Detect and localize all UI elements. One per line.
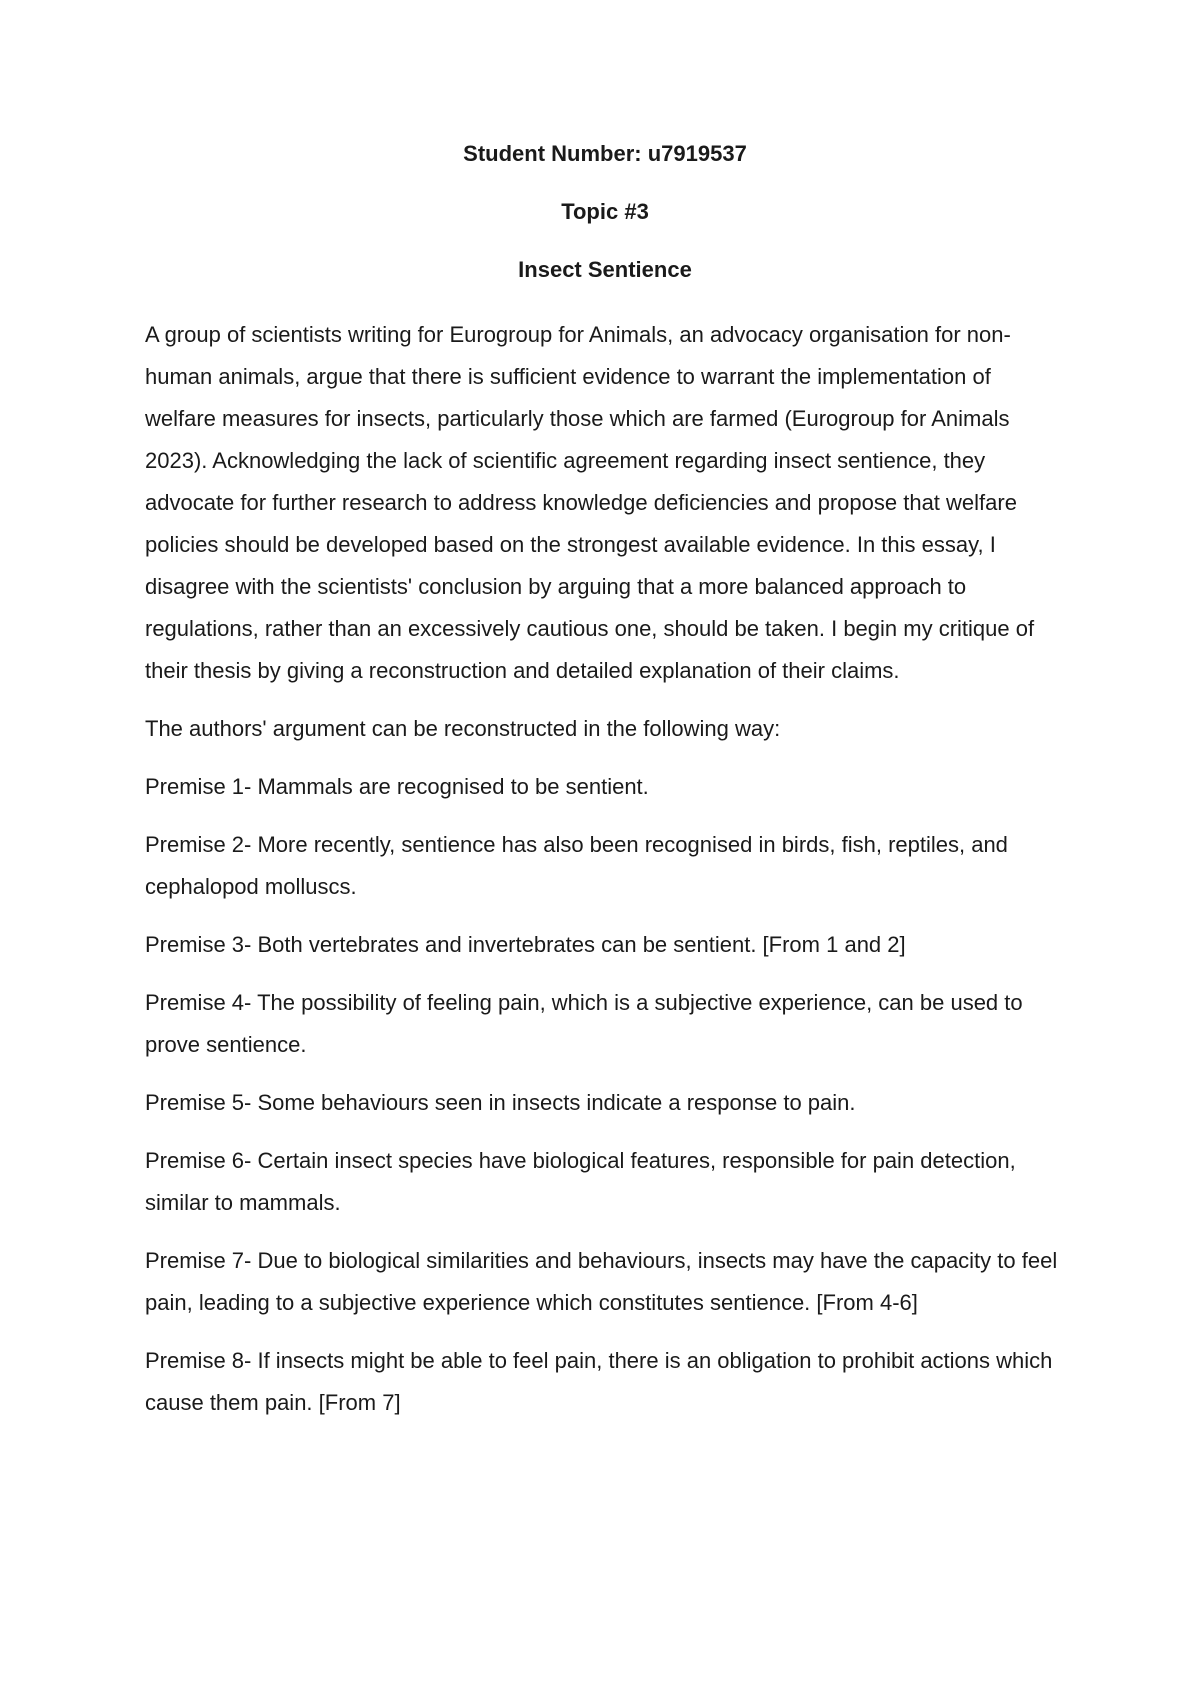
premise-2: Premise 2- More recently, sentience has also been recognised in birds, fish, reptiles, and cephalopod molluscs. bbox=[145, 832, 1008, 899]
premise-1: Premise 1- Mammals are recognised to be sentient. bbox=[145, 774, 649, 799]
premise-6: Premise 6- Certain insect species have biological features, responsible for pain detection, similar to mammals. bbox=[145, 1148, 1016, 1215]
student-number-heading: Student Number: u7919537 bbox=[463, 141, 747, 166]
topic-heading: Topic #3 bbox=[561, 199, 649, 224]
reconstruction-intro: The authors' argument can be reconstructed in the following way: bbox=[145, 716, 781, 741]
premise-4: Premise 4- The possibility of feeling pain, which is a subjective experience, can be used to prove sentience. bbox=[145, 990, 1023, 1057]
intro-paragraph: A group of scientists writing for Eurogroup for Animals, an advocacy organisation for non-human animals, argue that there is sufficient evidence to warrant the implementation of welfare measures for insects, particularly those which are farmed (Eurogroup for Animals 2023). Acknowledging the lack of scientific agreement regarding insect sentience, they advocate for further research to address knowledge deficiencies and propose that welfare policies should be developed based on the strongest available evidence. In this essay, I disagree with the scientists' conclusion by arguing that a more balanced approach to regulations, rather than an excessively cautious one, should be taken. I begin my critique of their thesis by giving a reconstruction and detailed explanation of their claims. bbox=[145, 322, 1035, 683]
premise-7: Premise 7- Due to biological similarities and behaviours, insects may have the capacity to feel pain, leading to a subjective experience which constitutes sentience. [From 4-6] bbox=[145, 1248, 1058, 1315]
premise-3: Premise 3- Both vertebrates and invertebrates can be sentient. [From 1 and 2] bbox=[145, 932, 906, 957]
document-page bbox=[145, 140, 1065, 1440]
essay-title: Insect Sentience bbox=[518, 257, 692, 282]
premise-8: Premise 8- If insects might be able to feel pain, there is an obligation to prohibit actions which cause them pain. [From 7] bbox=[145, 1348, 1053, 1415]
premise-5: Premise 5- Some behaviours seen in insects indicate a response to pain. bbox=[145, 1090, 856, 1115]
